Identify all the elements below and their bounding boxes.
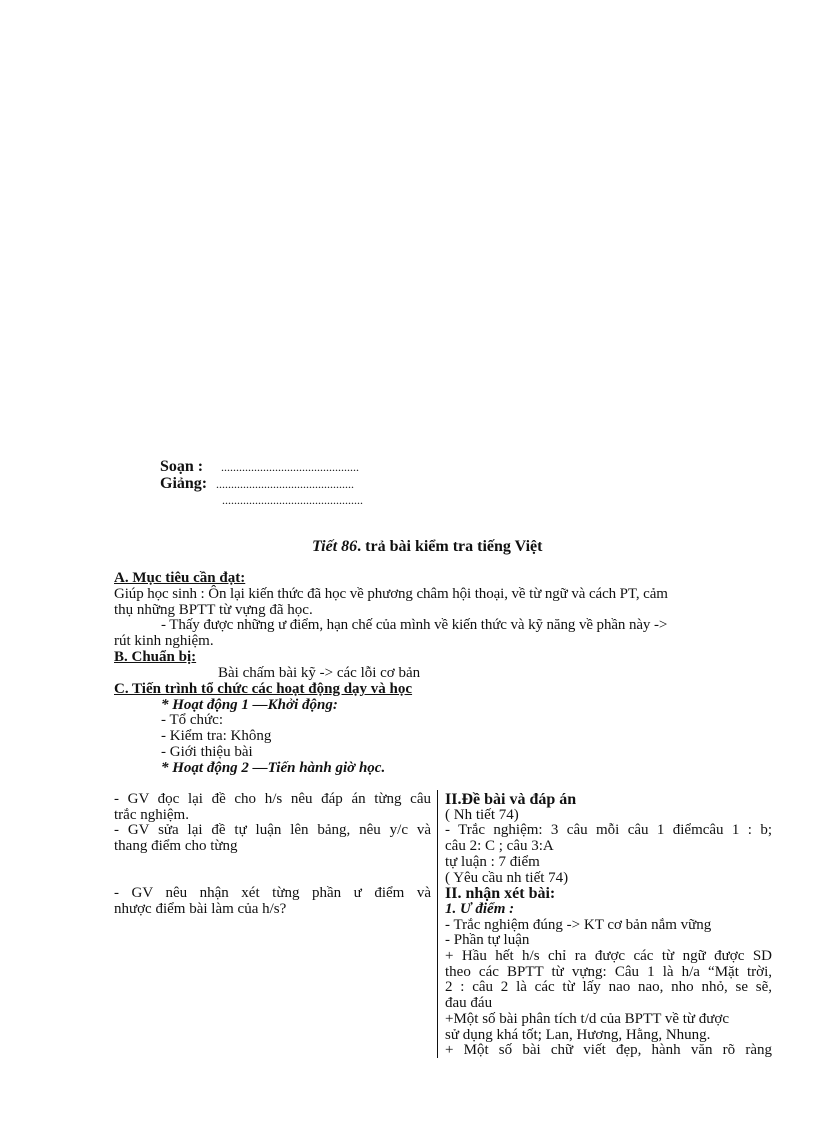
left-line: trắc nghiệm. (114, 806, 189, 823)
activity-1-item-2: - Kiểm tra: Không (161, 728, 272, 744)
right-line: đau đáu (445, 995, 493, 1012)
section-b-heading: B. Chuẩn bị: (114, 649, 197, 665)
right-line: theo các BPTT từ vựng: Câu 1 là h/a “Mặt trời, (445, 963, 772, 980)
section-a-line2: thụ những BPTT từ vựng đã học. (114, 602, 313, 618)
right-line: + Hầu hết h/s chỉ ra được các từ ngữ được SD (445, 948, 772, 965)
right-heading: 1. Ư điểm : (445, 900, 515, 917)
right-line: tự luận : 7 điểm (445, 853, 540, 870)
section-a-heading: A. Mục tiêu cần đạt: (114, 570, 246, 586)
right-column (445, 792, 772, 1059)
right-line: + Một số bài chữ viết đẹp, hành văn rõ ràng (445, 1042, 772, 1059)
activity-1-item-3: - Giới thiệu bài (161, 744, 253, 760)
activity-2-heading: * Hoạt động 2 —Tiến hành giờ học. (161, 760, 386, 776)
section-c-heading: C. Tiến trình tổ chức các hoạt động dạy và học (114, 681, 413, 697)
right-heading: II. nhận xét bài: (445, 885, 556, 903)
left-column (114, 792, 431, 917)
section-a-line1: Giúp học sinh : Ôn lại kiến thức đã học về phương châm hội thoại, về từ ngữ và cách PT, cảm (114, 586, 668, 602)
right-line: sử dụng khá tốt; Lan, Hương, Hằng, Nhung. (445, 1026, 711, 1043)
extra-dots: ............................................... (222, 493, 363, 507)
left-line: - GV nêu nhận xét từng phần ư điểm và (114, 884, 431, 901)
left-line: nhược điểm bài làm của h/s? (114, 900, 287, 917)
giang-dots: .............................................. (216, 477, 354, 491)
column-divider (437, 790, 438, 1058)
left-line: - GV sửa lại đề tự luận lên bảng, nêu y/c và (114, 822, 431, 839)
soan-label: Soạn : (160, 458, 204, 475)
giang-label: Giảng: (160, 475, 208, 492)
soan-dots: .............................................. (221, 460, 359, 474)
page-title (312, 539, 542, 555)
left-line: thang điểm cho từng (114, 838, 238, 855)
right-line: - Phần tự luận (445, 932, 530, 949)
section-a-line4: rút kinh nghiệm. (114, 633, 214, 649)
section-a-line3: - Thấy được những ư điểm, hạn chế của mình về kiến thức và kỹ năng về phần này -> (161, 617, 668, 633)
right-line: ( Yêu cầu nh tiết 74) (445, 869, 569, 886)
right-line: +Một số bài phân tích t/d của BPTT về từ được (445, 1010, 730, 1027)
title-rest: . trả bài kiểm tra tiếng Việt (357, 538, 543, 555)
right-line: ( Nh tiết 74) (445, 806, 519, 823)
right-heading: II.Đề bài và đáp án (445, 791, 577, 808)
right-line: câu 2: C ; câu 3:A (445, 838, 554, 855)
title-prefix: Tiết 86 (312, 538, 358, 555)
right-line: - Trắc nghiệm đúng -> KT cơ bản nắm vững (445, 916, 712, 933)
left-line: - GV đọc lại đề cho h/s nêu đáp án từng câu (114, 791, 431, 807)
section-b-line1: Bài chấm bài kỹ -> các lỗi cơ bản (218, 665, 421, 681)
right-line: - Trắc nghiệm: 3 câu mỗi câu 1 điểmcâu 1 : b; (445, 822, 772, 839)
activity-1-item-1: - Tổ chức: (161, 712, 223, 728)
right-line: 2 : câu 2 là các từ lấy nao nao, nho nhỏ, se sẽ, (445, 979, 772, 996)
left-spacer (114, 855, 431, 886)
activity-1-heading: * Hoạt động 1 —Khởi động: (161, 697, 338, 713)
